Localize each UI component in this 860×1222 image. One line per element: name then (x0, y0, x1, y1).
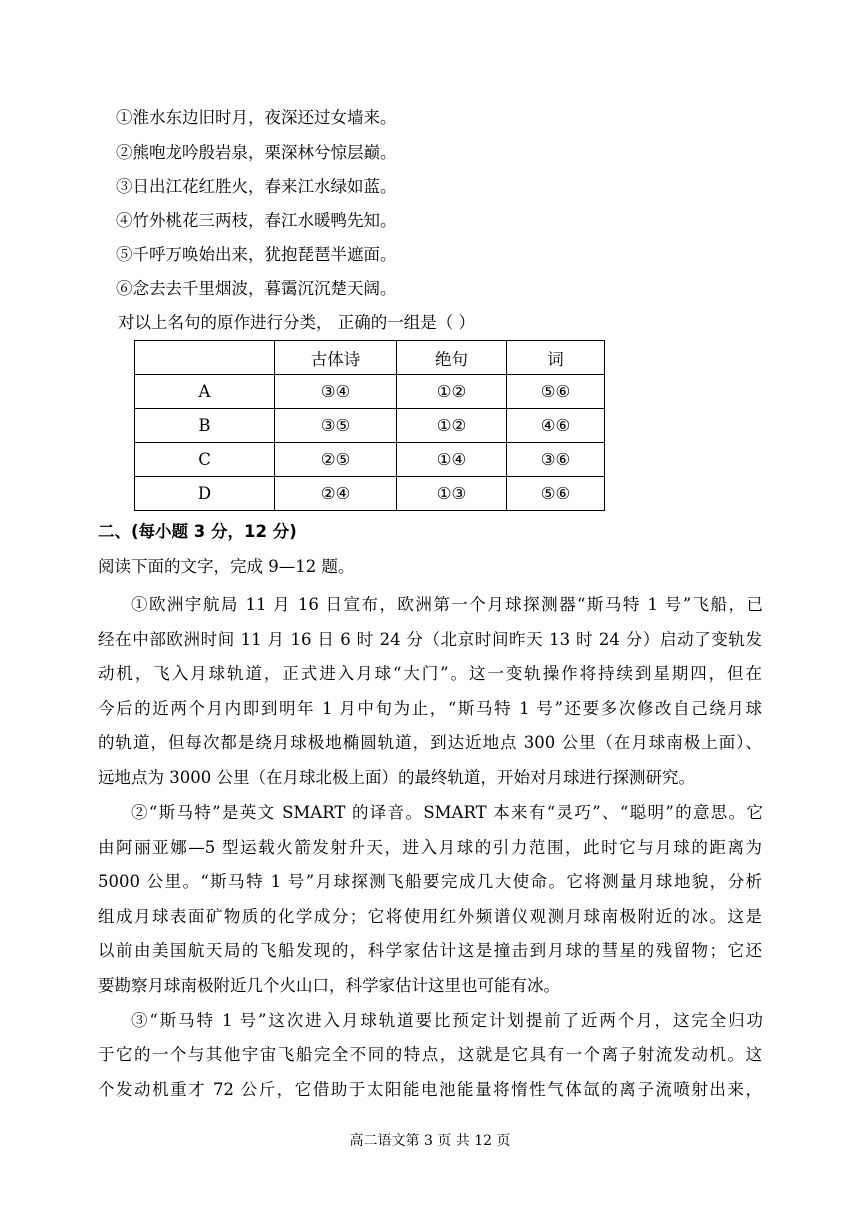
option-label: D (135, 477, 275, 511)
passage-line: 经在中部欧洲时间 11 月 16 日 6 时 24 分（北京时间昨天 13 时 24 分）启动了变轨发 (98, 630, 762, 649)
question-text: 对以上名句的原作进行分类， 正确的一组是（ ） (118, 313, 475, 332)
passage-line: ②“斯马特”是英文 SMART 的译音。SMART 本来有“灵巧”、“聪明”的意思。它 (131, 803, 763, 822)
quote-line-1: ①淮水东边旧时月，夜深还过女墙来。 (116, 108, 397, 127)
table-cell: ①④ (397, 443, 507, 477)
table-cell: ①② (397, 375, 507, 409)
table-cell: ①③ (397, 477, 507, 511)
passage-line: 5000 公里。“斯马特 1 号”月球探测飞船要完成几大使命。它将测量月球地貌，分析 (98, 872, 762, 891)
passage-line: 动机，飞入月球轨道，正式进入月球“大门”。这一变轨操作将持续到星期四，但在 (98, 664, 762, 683)
table-row (135, 477, 605, 511)
option-label: B (135, 409, 275, 443)
table-cell: ②④ (275, 477, 397, 511)
reading-instruction: 阅读下面的文字，完成 9—12 题。 (98, 557, 355, 576)
page-footer: 高二语文第 3 页 共 12 页 (349, 1133, 511, 1149)
table-header-row (135, 341, 605, 375)
table-cell: ③④ (275, 375, 397, 409)
table-header-cell: 古体诗 (275, 341, 397, 375)
passage-line: 组成月球表面矿物质的化学成分；它将使用红外频谱仪观测月球南极附近的冰。这是 (98, 907, 762, 926)
option-label: A (135, 375, 275, 409)
passage-line: 要勘察月球南极附近几个火山口，科学家估计这里也可能有冰。 (98, 976, 560, 995)
table-header-cell: 词 (507, 341, 605, 375)
option-label: C (135, 443, 275, 477)
table-row (135, 375, 605, 409)
quote-line-3: ③日出江花红胜火，春来江水绿如蓝。 (116, 177, 397, 196)
passage-line: 以前由美国航天局的飞船发现的，科学家估计这是撞击到月球的彗星的残留物；它还 (98, 941, 762, 960)
table-cell: ④⑥ (507, 409, 605, 443)
passage-line: ③“斯马特 1 号”这次进入月球轨道要比预定计划提前了近两个月，这完全归功 (131, 1011, 763, 1030)
passage-line: 远地点为 3000 公里（在月球北极上面）的最终轨道，开始对月球进行探测研究。 (98, 768, 695, 787)
passage-line: 今后的近两个月内即到明年 1 月中旬为止，“斯马特 1 号”还要多次修改自己绕月球 (98, 699, 762, 718)
quote-line-4: ④竹外桃花三两枝，春江水暖鸭先知。 (116, 211, 397, 230)
quote-line-6: ⑥念去去千里烟波，暮霭沉沉楚天阔。 (116, 279, 397, 298)
table-cell: ⑤⑥ (507, 375, 605, 409)
table-cell: ③⑤ (275, 409, 397, 443)
passage-line: ①欧洲宇航局 11 月 16 日宣布，欧洲第一个月球探测器“斯马特 1 号”飞船，已 (131, 595, 763, 614)
quote-line-5: ⑤千呼万唤始出来，犹抱琵琶半遮面。 (116, 245, 397, 264)
table-header-cell (135, 341, 275, 375)
quote-line-2: ②熊咆龙吟殷岩泉，栗深林兮惊层巅。 (116, 143, 397, 162)
passage-line: 个发动机重才 72 公斤，它借助于太阳能电池能量将惰性气体氙的离子流喷射出来， (98, 1080, 762, 1099)
table-header-cell: 绝句 (397, 341, 507, 375)
table-cell: ②⑤ (275, 443, 397, 477)
passage-line: 于它的一个与其他宇宙飞船完全不同的特点，这就是它具有一个离子射流发动机。这 (98, 1045, 762, 1064)
passage-line: 的轨道，但每次都是绕月球极地椭圆轨道，到达近地点 300 公里（在月球南极上面）、 (98, 733, 762, 752)
classification-table (134, 340, 605, 511)
table-row (135, 409, 605, 443)
passage-line: 由阿丽亚娜—5 型运载火箭发射升天，进入月球的引力范围，此时它与月球的距离为 (98, 838, 762, 857)
table-cell: ①② (397, 409, 507, 443)
table-cell: ③⑥ (507, 443, 605, 477)
table-cell: ⑤⑥ (507, 477, 605, 511)
table-row (135, 443, 605, 477)
section-heading: 二、(每小题 3 分，12 分) (98, 522, 297, 541)
